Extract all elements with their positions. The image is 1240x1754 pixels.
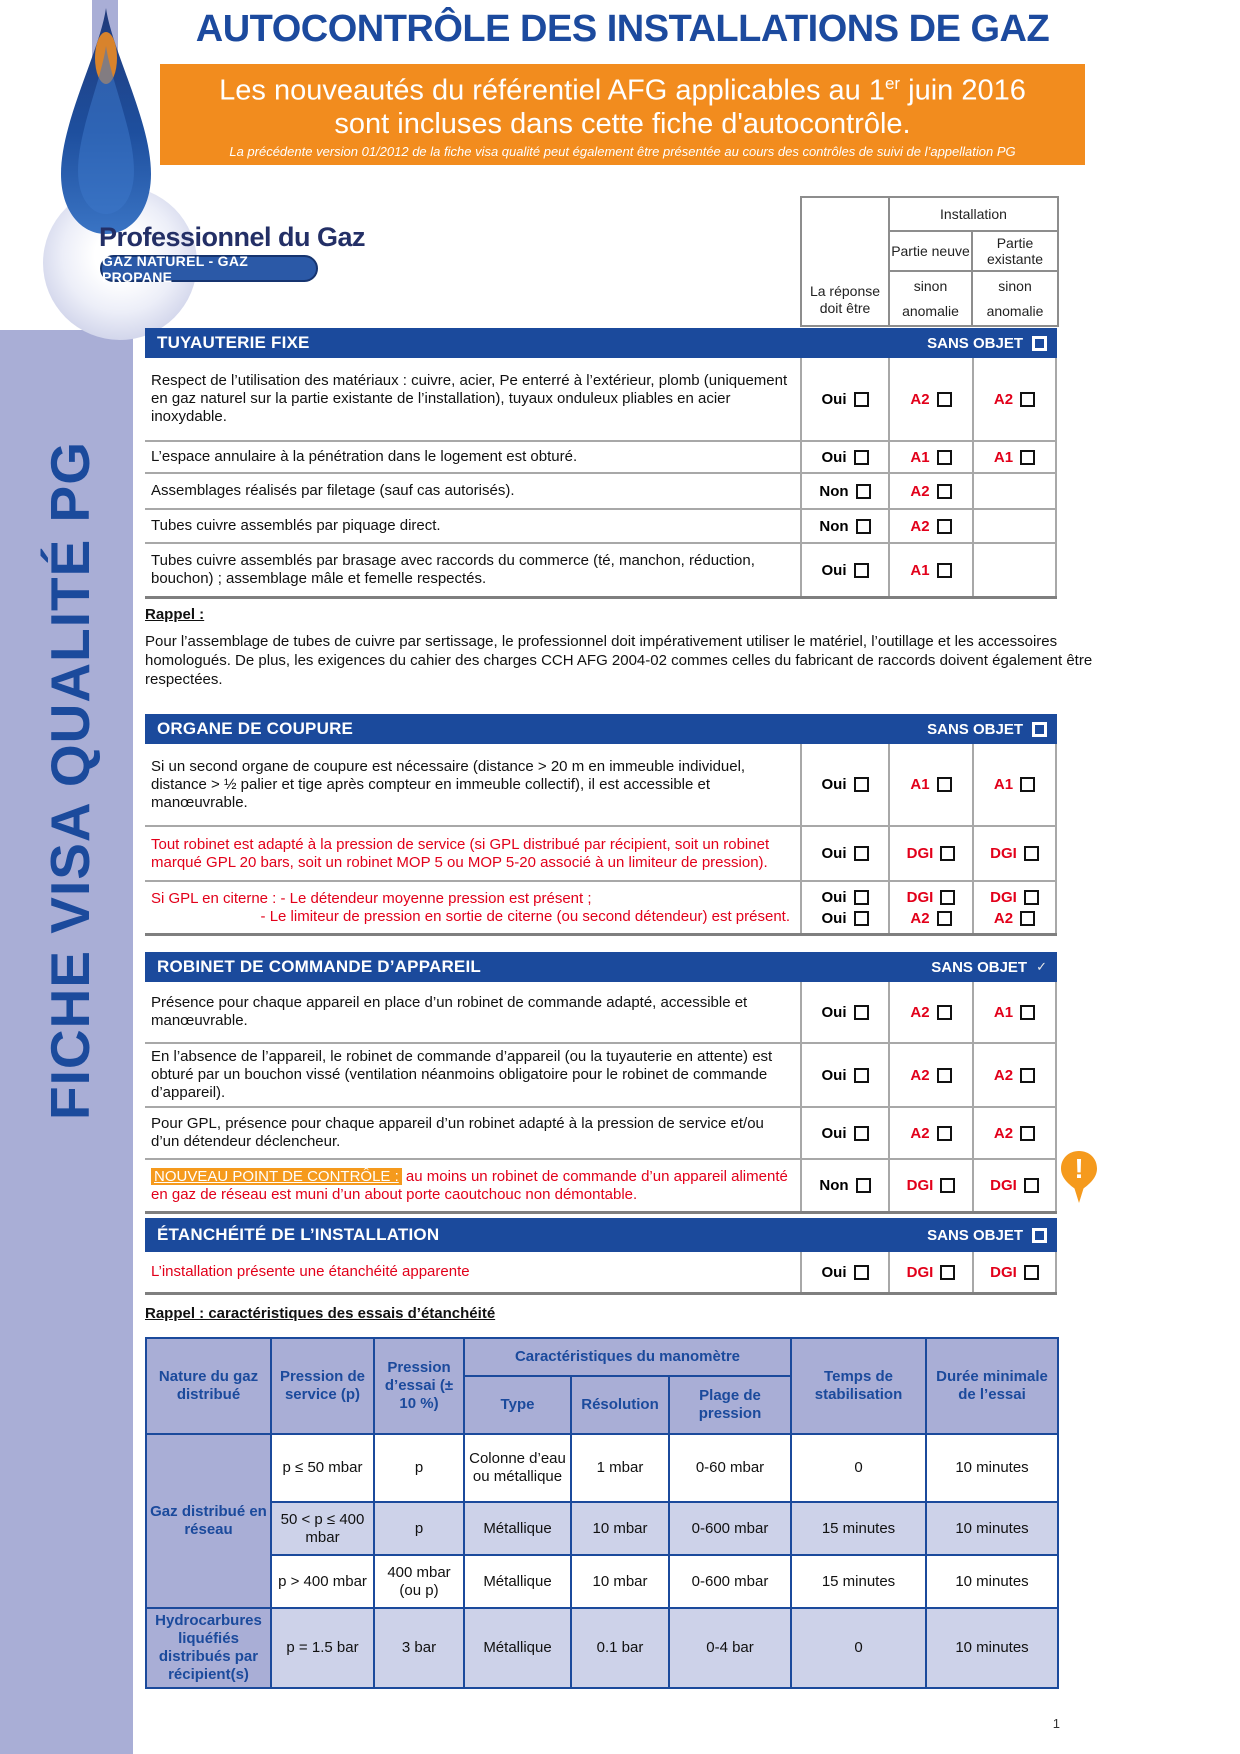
- row-text: Tubes cuivre assemblés par brasage avec raccords du commerce (té, manchon, réduction, bouchon) ; assemblage mâle et femelle respectés.: [151, 552, 755, 587]
- anomaly-label: DGI: [990, 845, 1017, 862]
- banner-line1: Les nouveautés du référentiel AFG applicables au 1er juin 2016: [219, 74, 1026, 107]
- checkbox-anomalie-neuve[interactable]: [940, 1265, 955, 1280]
- sinon-anomalie-neuve-header: sinon anomalie: [890, 272, 971, 325]
- row-text: Assemblages réalisés par filetage (sauf cas autorisés).: [151, 482, 515, 499]
- cell: 0: [792, 1609, 925, 1687]
- checkbox-anomalie-existante[interactable]: [1024, 1265, 1039, 1280]
- cell: p = 1.5 bar: [272, 1609, 373, 1687]
- checkbox-reponse[interactable]: [854, 392, 869, 407]
- cell: p: [375, 1435, 463, 1501]
- cell: 15 minutes: [792, 1556, 925, 1607]
- rappel-block: [145, 1305, 1105, 1322]
- col-header-manometre: Caractéristiques du manomètre: [465, 1339, 790, 1375]
- gas-flame-icon: [58, 6, 154, 241]
- group-label-gaz-reseau: Gaz distribué en réseau: [147, 1435, 270, 1607]
- banner-line2: sont incluses dans cette fiche d'autocontrôle.: [334, 107, 911, 140]
- col-header-type: Type: [465, 1377, 570, 1433]
- anomaly-label: A2: [993, 390, 1014, 408]
- checkbox-reponse[interactable]: [856, 519, 871, 534]
- cell: 0-4 bar: [670, 1609, 790, 1687]
- anomaly-label: A1: [910, 561, 930, 579]
- cell: 1 mbar: [572, 1435, 668, 1501]
- row-text: Pour GPL, présence pour chaque appareil d’un robinet adapté à la pression de service et/ou d’un détendeur déclencheur.: [151, 1115, 764, 1150]
- answer-label: Non: [819, 482, 849, 500]
- anomaly-label: A2: [910, 1003, 930, 1021]
- table-row: [145, 508, 1057, 542]
- section-header-bar: [145, 952, 1057, 982]
- cell: 10 mbar: [572, 1556, 668, 1607]
- checkbox-anomalie-neuve[interactable]: [937, 777, 952, 792]
- checkbox-reponse[interactable]: [854, 777, 869, 792]
- checkbox-reponse[interactable]: [854, 450, 869, 465]
- anomaly-label: DGI: [906, 845, 934, 862]
- nouveau-point-badge: NOUVEAU POINT DE CONTRÔLE :: [151, 1168, 402, 1185]
- anomaly-label: A2: [993, 1124, 1014, 1142]
- cell: Métallique: [465, 1503, 570, 1554]
- anomaly-label: A1: [993, 776, 1014, 793]
- answer-label: Oui: [821, 888, 847, 906]
- anomaly-label: DGI: [906, 1177, 934, 1194]
- checkbox-anomalie-neuve[interactable]: [937, 563, 952, 578]
- table-row: [145, 440, 1057, 472]
- answer-label: Oui: [821, 1066, 847, 1084]
- checkbox-anomalie-neuve[interactable]: [937, 519, 952, 534]
- checkbox-reponse[interactable]: [854, 1068, 869, 1083]
- answer-label: Oui: [821, 1263, 847, 1281]
- empty-cell: [972, 510, 1057, 542]
- table-row: [145, 982, 1057, 1042]
- section-header-bar: [145, 714, 1057, 744]
- checkbox-reponse[interactable]: [856, 484, 871, 499]
- cell: 10 minutes: [927, 1556, 1057, 1607]
- checkbox-sans-objet[interactable]: [1032, 336, 1047, 351]
- page-number: 1: [1052, 1716, 1060, 1731]
- warning-pin-icon: [1060, 1150, 1098, 1204]
- table-row: [145, 542, 1057, 596]
- sans-objet: SANS OBJET: [927, 721, 1047, 738]
- anomaly-label: A2: [910, 1066, 930, 1084]
- section-tuyauterie-fixe: [145, 328, 1057, 599]
- checkbox-reponse[interactable]: [854, 890, 869, 905]
- checkbox-anomalie-neuve[interactable]: [940, 846, 955, 861]
- answer-header-table: [800, 196, 1059, 327]
- cell: p ≤ 50 mbar: [272, 1435, 373, 1501]
- section-title: TUYAUTERIE FIXE: [157, 333, 310, 352]
- checkbox-reponse[interactable]: [854, 1005, 869, 1020]
- cell: p: [375, 1503, 463, 1554]
- checkbox-anomalie-neuve[interactable]: [937, 392, 952, 407]
- table-row: [145, 744, 1057, 825]
- section-etancheite: [145, 1218, 1057, 1295]
- checkbox-anomalie-existante[interactable]: [1020, 450, 1035, 465]
- answer-label: Oui: [821, 1124, 847, 1142]
- svg-text:!: !: [1074, 1153, 1084, 1184]
- banner: [160, 64, 1085, 165]
- checkbox-anomalie-existante[interactable]: [1020, 1068, 1035, 1083]
- partie-neuve-header: Partie neuve: [890, 232, 971, 270]
- cell: 0.1 bar: [572, 1609, 668, 1687]
- anomaly-label: DGI: [990, 888, 1017, 906]
- checkbox-anomalie-neuve[interactable]: [937, 1068, 952, 1083]
- anomaly-label: A1: [993, 1003, 1014, 1021]
- section-title: ROBINET DE COMMANDE D’APPAREIL: [157, 957, 481, 976]
- checkbox-anomalie-neuve[interactable]: [937, 484, 952, 499]
- row-text: L’espace annulaire à la pénétration dans le logement est obturé.: [151, 448, 578, 465]
- checkbox-anomalie-neuve[interactable]: [940, 1178, 955, 1193]
- checkbox-anomalie-existante[interactable]: [1024, 890, 1039, 905]
- checkbox-anomalie-neuve[interactable]: [937, 911, 952, 926]
- table-row: [145, 825, 1057, 880]
- answer-label: Non: [819, 517, 849, 535]
- row-text-line2: - Le limiteur de pression en sortie de citerne (ou second détendeur) est présent.: [260, 907, 790, 925]
- empty-cell: [972, 474, 1057, 508]
- row-text: Présence pour chaque appareil en place d’un robinet de commande adapté, accessible et manœuvrable.: [151, 994, 748, 1029]
- sans-objet: SANS OBJET: [927, 1227, 1047, 1244]
- cell: 400 mbar (ou p): [375, 1556, 463, 1607]
- checkbox-anomalie-existante[interactable]: [1024, 1178, 1039, 1193]
- checkbox-reponse[interactable]: [856, 1178, 871, 1193]
- checkbox-anomalie-neuve[interactable]: [937, 1126, 952, 1141]
- checkbox-anomalie-existante[interactable]: [1020, 1126, 1035, 1141]
- anomaly-label: A2: [910, 482, 930, 500]
- sans-objet: SANS OBJET ✓: [931, 958, 1047, 976]
- banner-line3: La précédente version 01/2012 de la fiche visa qualité peut également être présentée au cours des contrôles de suivi de l’appellation PG: [229, 143, 1016, 159]
- cell: 0-60 mbar: [670, 1435, 790, 1501]
- anomaly-label: A1: [910, 448, 930, 466]
- table-row: [145, 472, 1057, 508]
- empty-cell: [972, 544, 1057, 596]
- checkbox-reponse[interactable]: [854, 1265, 869, 1280]
- checkbox-anomalie-neuve[interactable]: [940, 890, 955, 905]
- anomaly-label: A2: [910, 1124, 930, 1142]
- checkbox-anomalie-existante[interactable]: [1020, 1005, 1035, 1020]
- page-title: AUTOCONTRÔLE DES INSTALLATIONS DE GAZ: [195, 8, 1050, 50]
- section-header-bar: [145, 1218, 1057, 1252]
- partie-existante-header: Partie existante: [973, 232, 1057, 270]
- group-label-hydrocarbures: Hydrocarbures liquéfiés distribués par récipient(s): [147, 1609, 270, 1687]
- sinon-anomalie-existante-header: sinon anomalie: [973, 272, 1057, 325]
- anomaly-label: DGI: [990, 1177, 1017, 1194]
- cell: Métallique: [465, 1556, 570, 1607]
- checkbox-anomalie-existante[interactable]: [1020, 392, 1035, 407]
- answer-label: Non: [819, 1177, 849, 1194]
- col-header-pression-service: Pression de service (p): [272, 1339, 373, 1433]
- answer-label: Oui: [821, 845, 847, 862]
- logo-subtitle-pill: GAZ NATUREL - GAZ PROPANE: [100, 255, 318, 282]
- answer-label: Oui: [821, 390, 847, 408]
- check-mark: ✓: [1036, 959, 1047, 974]
- table-row: [145, 1252, 1057, 1292]
- banner-superscript: er: [884, 74, 901, 93]
- col-header-temps: Temps de stabilisation: [792, 1339, 925, 1433]
- table-row: [145, 358, 1057, 440]
- checkbox-reponse[interactable]: [854, 563, 869, 578]
- checkbox-sans-objet[interactable]: [1032, 722, 1047, 737]
- col-header-pression-essai: Pression d’essai (± 10 %): [375, 1339, 463, 1433]
- anomaly-label: A2: [910, 390, 930, 408]
- section-title: ÉTANCHÉITÉ DE L’INSTALLATION: [157, 1225, 440, 1244]
- answer-label: Oui: [821, 909, 847, 927]
- anomaly-label: A1: [993, 448, 1014, 466]
- reponse-doit-etre-header: La réponse doit être: [802, 198, 888, 325]
- cell: 10 mbar: [572, 1503, 668, 1554]
- sidebar-vertical-title: FICHE VISA QUALITÉ PG: [39, 440, 101, 1120]
- anomaly-label: A1: [910, 776, 930, 793]
- section-header-bar: [145, 328, 1057, 358]
- col-header-plage: Plage de pression: [670, 1377, 790, 1433]
- cell: 15 minutes: [792, 1503, 925, 1554]
- anomaly-label: A2: [910, 517, 930, 535]
- anomaly-label: A2: [993, 1066, 1014, 1084]
- logo-name: Professionnel du Gaz: [99, 222, 366, 252]
- rappel-block: [145, 606, 1105, 689]
- table-row: [145, 1106, 1057, 1158]
- cell: 50 < p ≤ 400 mbar: [272, 1503, 373, 1554]
- checkbox-reponse[interactable]: [854, 846, 869, 861]
- rappel-heading: Rappel : caractéristiques des essais d’étanchéité: [145, 1305, 496, 1322]
- essais-etancheite-table: [145, 1337, 1059, 1689]
- checkbox-reponse[interactable]: [854, 911, 869, 926]
- cell: Colonne d’eau ou métallique: [465, 1435, 570, 1501]
- anomaly-label: A2: [910, 909, 930, 927]
- row-text: L’installation présente une étanchéité apparente: [151, 1263, 470, 1280]
- answer-label: Oui: [821, 1003, 847, 1021]
- row-text: En l’absence de l’appareil, le robinet de commande d’appareil (ou la tuyauterie en attente) est obturé par un bouchon vissé (ventilation néanmoins obligatoire pour le robinet de commande d’appareil).: [151, 1048, 773, 1101]
- cell: 10 minutes: [927, 1435, 1057, 1501]
- col-header-duree: Durée minimale de l’essai: [927, 1339, 1057, 1433]
- anomaly-label: A2: [993, 909, 1014, 927]
- section-robinet-de-commande: [145, 952, 1057, 1214]
- rappel-text: Pour l’assemblage de tubes de cuivre par sertissage, le professionnel doit impérativement utiliser le matériel, l’outillage et les accessoires homologués. De plus, les exigences du cahier des charges CCH AFG 2004-02 commes celles du fabricant de raccords doivent également être respectées.: [145, 633, 1093, 688]
- sans-objet: SANS OBJET: [927, 335, 1047, 352]
- anomaly-label: DGI: [906, 888, 934, 906]
- checkbox-anomalie-existante[interactable]: [1024, 846, 1039, 861]
- col-header-resolution: Résolution: [572, 1377, 668, 1433]
- row-text: [145, 882, 800, 933]
- checkbox-reponse[interactable]: [854, 1126, 869, 1141]
- cell: Métallique: [465, 1609, 570, 1687]
- cell: 3 bar: [375, 1609, 463, 1687]
- table-row: [145, 880, 1057, 933]
- answer-label: Oui: [821, 776, 847, 793]
- row-text: NOUVEAU POINT DE CONTRÔLE : au moins un robinet de commande d’un appareil alimenté en gaz de réseau est muni d’un about porte caoutchouc non démontable.: [151, 1167, 788, 1203]
- cell: 10 minutes: [927, 1609, 1057, 1687]
- checkbox-anomalie-neuve[interactable]: [937, 1005, 952, 1020]
- section-title: ORGANE DE COUPURE: [157, 719, 354, 738]
- col-header-nature: Nature du gaz distribué: [147, 1339, 270, 1433]
- checkbox-anomalie-existante[interactable]: [1020, 911, 1035, 926]
- checkbox-anomalie-existante[interactable]: [1020, 777, 1035, 792]
- anomaly-label: DGI: [990, 1263, 1017, 1281]
- checkbox-anomalie-neuve[interactable]: [937, 450, 952, 465]
- row-text: Tubes cuivre assemblés par piquage direct.: [151, 517, 441, 534]
- answer-label: Oui: [821, 448, 847, 466]
- cell: 0: [792, 1435, 925, 1501]
- section-organe-de-coupure: [145, 714, 1057, 936]
- cell: 0-600 mbar: [670, 1503, 790, 1554]
- row-text: Respect de l’utilisation des matériaux : cuivre, acier, Pe enterré à l’extérieur, plomb (uniquement en gaz naturel sur la partie existante de l’installation), tuyaux onduleux pliables en acier inoxydable.: [151, 372, 788, 425]
- rappel-heading: Rappel :: [145, 606, 205, 623]
- cell: p > 400 mbar: [272, 1556, 373, 1607]
- cell: 10 minutes: [927, 1503, 1057, 1554]
- cell: 0-600 mbar: [670, 1556, 790, 1607]
- row-text: Si un second organe de coupure est nécessaire (distance > 20 m en immeuble individuel, distance > ½ palier et tige après compteur en immeuble collectif), il est accessible et manœuvrable.: [151, 757, 746, 811]
- installation-header: Installation: [890, 198, 1057, 230]
- answer-label: Oui: [821, 561, 847, 579]
- row-text-line1: Si GPL en citerne : - Le détendeur moyenne pression est présent ;: [151, 889, 592, 907]
- table-row: [145, 1042, 1057, 1106]
- checkbox-sans-objet[interactable]: [1032, 1228, 1047, 1243]
- table-row: [145, 1158, 1057, 1211]
- anomaly-label: DGI: [906, 1263, 934, 1281]
- row-text: Tout robinet est adapté à la pression de service (si GPL distribué par récipient, soit un robinet marqué GPL 20 bars, soit un robinet MOP 5 ou MOP 5-20 associé à un limiteur de pression).: [151, 835, 770, 871]
